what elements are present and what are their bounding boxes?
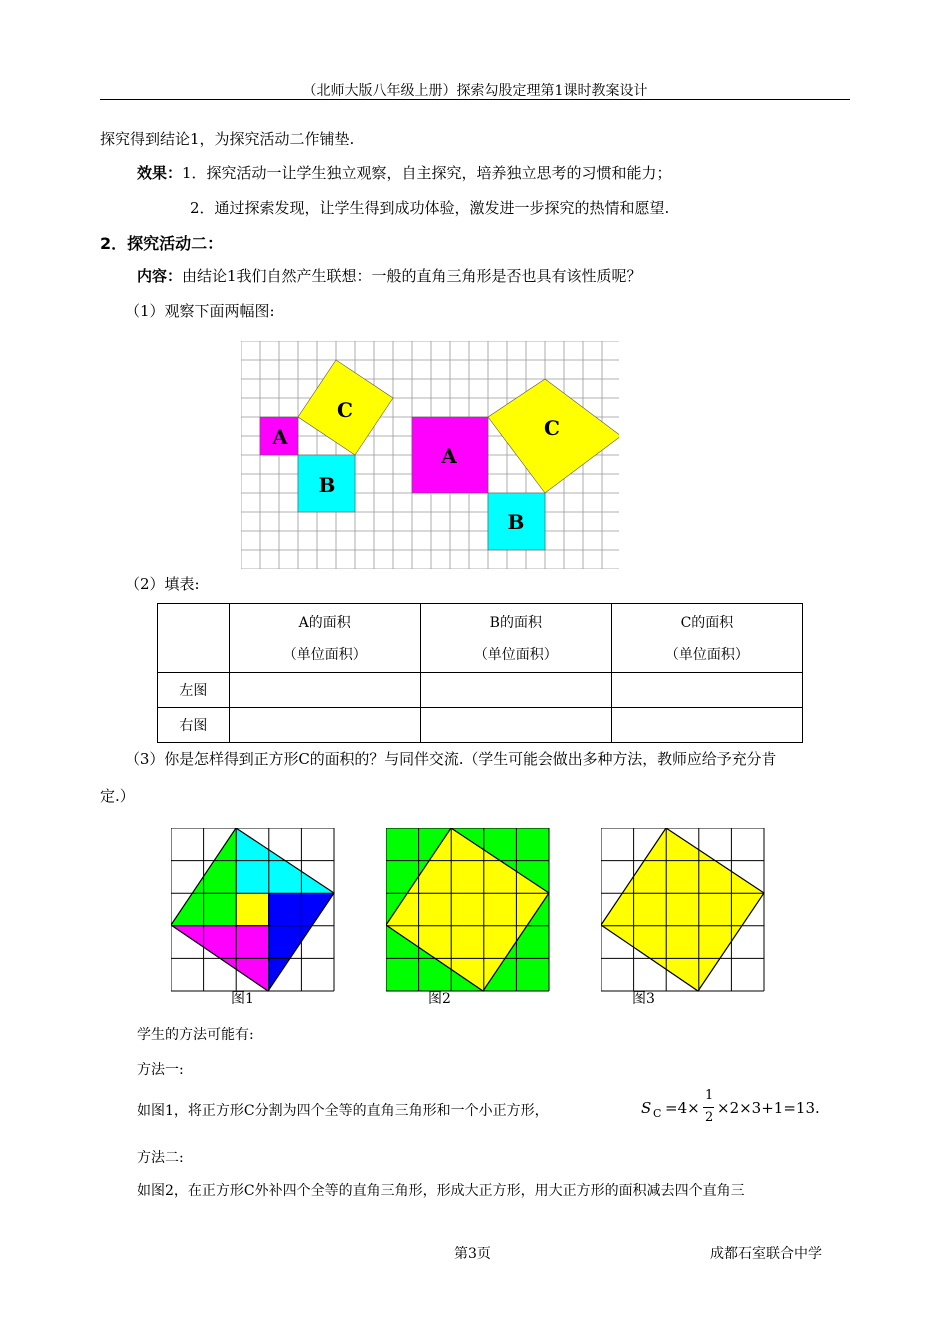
- table-corner-cell: [158, 604, 230, 673]
- formula-s: S: [641, 1099, 652, 1117]
- table-row: [158, 708, 803, 743]
- table-row: [158, 673, 803, 708]
- table-header-b: B的面积 （单位面积）: [420, 604, 611, 673]
- method2-text: 如图2，在正方形C外补四个全等的直角三角形，形成大正方形，用大正方形的面积减去四个直角三: [137, 1183, 745, 1199]
- header-divider: [100, 99, 850, 100]
- activity2-heading: 2．探究活动二：: [100, 234, 224, 253]
- content-text: 由结论1我们自然产生联想：一般的直角三角形是否也具有该性质呢？: [182, 267, 642, 285]
- table-header-row: [158, 604, 803, 673]
- figure-1: [171, 828, 335, 992]
- step1-text: （1）观察下面两幅图:: [125, 302, 275, 320]
- formula-part1: =4×: [665, 1099, 700, 1117]
- left-label-b: B: [318, 473, 336, 497]
- row-label-right: 右图: [158, 708, 230, 743]
- methods-intro: 学生的方法可能有:: [137, 1027, 254, 1043]
- right-label-c: C: [544, 416, 560, 440]
- row-label-left: 左图: [158, 673, 230, 708]
- left-label-c: C: [337, 398, 353, 422]
- cell-right-c[interactable]: [611, 708, 802, 743]
- effect-item-1-text: 1．探究活动一让学生独立观察，自主探究，培养独立思考的习惯和能力；: [182, 164, 672, 182]
- page-header-title: （北师大版八年级上册）探索勾股定理第1课时教案设计: [302, 83, 648, 99]
- effect-label: 效果：: [137, 164, 183, 182]
- method1-title: 方法一:: [137, 1062, 184, 1078]
- cell-left-c[interactable]: [611, 673, 802, 708]
- pythagoras-grid-figure: [241, 341, 619, 569]
- formula-part2: ×2×3+1=13.: [717, 1099, 820, 1117]
- right-label-a: A: [441, 444, 457, 468]
- formula-numerator: 1: [705, 1088, 714, 1103]
- figure-1-caption: 图1: [231, 991, 254, 1007]
- step2-text: （2）填表:: [125, 575, 200, 593]
- fig1-small-square: [236, 893, 268, 925]
- formula-fraction-bar: [703, 1107, 714, 1108]
- formula-denominator: 2: [705, 1110, 714, 1125]
- right-label-b: B: [507, 510, 525, 534]
- footer-school: 成都石室联合中学: [710, 1246, 822, 1262]
- effect-item-2: 2．通过探索发现，让学生得到成功体验，激发进一步探究的热情和愿望.: [190, 199, 670, 217]
- table-header-a: A的面积 （单位面积）: [229, 604, 420, 673]
- effect-item-1: [137, 162, 672, 183]
- method2-title: 方法二:: [137, 1150, 184, 1166]
- figure-3-caption: 图3: [632, 991, 655, 1007]
- cell-right-a[interactable]: [229, 708, 420, 743]
- formula-sub: C: [653, 1107, 662, 1120]
- cell-right-b[interactable]: [420, 708, 611, 743]
- left-label-a: A: [272, 425, 288, 449]
- content-line: [137, 265, 642, 286]
- area-table: [157, 603, 803, 743]
- intro-line: 探究得到结论1，为探究活动二作铺垫.: [100, 130, 355, 148]
- step3-line1: （3）你是怎样得到正方形C的面积的？与同伴交流.（学生可能会做出多种方法，教师应给予充分肯: [125, 750, 777, 768]
- figure-2: [386, 828, 550, 992]
- cell-left-a[interactable]: [229, 673, 420, 708]
- footer-page-number: 第3页: [454, 1246, 491, 1262]
- cell-left-b[interactable]: [420, 673, 611, 708]
- figure-2-caption: 图2: [428, 991, 451, 1007]
- figure-3: [601, 828, 765, 992]
- method1-text: 如图1，将正方形C分割为四个全等的直角三角形和一个小正方形，: [137, 1103, 549, 1119]
- table-header-c: C的面积 （单位面积）: [611, 604, 802, 673]
- content-label: 内容：: [137, 267, 183, 285]
- step3-line2: 定.）: [100, 787, 135, 805]
